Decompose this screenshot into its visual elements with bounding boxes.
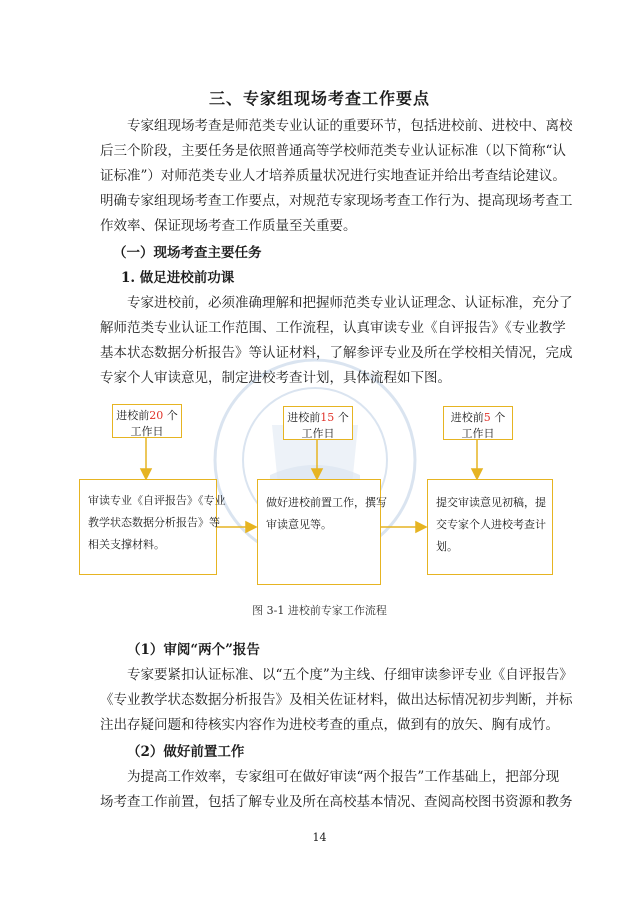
days-number: 15 — [320, 411, 335, 424]
workday-label: 工作日 — [301, 427, 335, 440]
days-number: 5 — [483, 411, 491, 424]
paragraph-line: 基本状态数据分析报告》等认证材料，了解参评专业及所在学校相关情况，完成 — [100, 345, 573, 361]
task-line: 做好进校前置工作，撰写 — [266, 496, 387, 509]
item-heading: （1）审阅“两个”报告 — [127, 642, 260, 658]
flow-task-review-reports — [79, 479, 226, 575]
paragraph-line: 为提高工作效率，专家组可在做好审读“两个报告”工作基础上，把部分现 — [127, 769, 560, 785]
intro-line: 明确专家组现场考查工作要点，对规范专家现场考查工作行为、提高现场考查工 — [100, 193, 573, 209]
subsection-heading: 1. 做足进校前功课 — [121, 270, 235, 286]
workday-label: 工作日 — [461, 427, 495, 440]
page-number: 14 — [312, 831, 327, 844]
page-title: 三、专家组现场考查工作要点 — [208, 89, 430, 108]
paragraph-line: 《专业教学状态数据分析报告》及相关佐证材料，做出达标情况初步判断，并标 — [100, 692, 573, 708]
intro-line: 证标准”）对师范类专业人才培养质量状况进行实地查证并给出考查结论建议。 — [100, 168, 566, 184]
task-line: 相关支撑材料。 — [88, 538, 165, 551]
task-line: 提交审读意见初稿，提 — [436, 496, 546, 509]
task-line: 划。 — [436, 540, 458, 553]
paragraph-line: 解师范类专业认证工作范围、工作流程，认真审读专业《自评报告》《专业教学 — [100, 320, 566, 336]
flow-step-15-days: 进校前15 个 工作日 — [283, 406, 353, 440]
intro-line: 作效率、保证现场考查工作质量至关重要。 — [100, 218, 357, 234]
flow-task-submit-plan — [427, 479, 553, 575]
days-number: 20 — [149, 409, 164, 422]
flow-step-20-days: 进校前20 个 工作日 — [112, 404, 182, 438]
paragraph-line: 场考查工作前置，包括了解专业及所在高校基本情况、查阅高校图书资源和教务 — [100, 794, 573, 810]
flow-task-preparation — [257, 479, 387, 585]
paragraph-line: 专家进校前，必须准确理解和把握师范类专业认证理念、认证标准，充分了 — [127, 295, 573, 311]
paragraph-line: 专家个人审读意见，制定进校考查计划，具体流程如下图。 — [100, 370, 451, 386]
intro-line: 专家组现场考查是师范类专业认证的重要环节，包括进校前、进校中、离校 — [127, 118, 573, 134]
intro-line: 后三个阶段，主要任务是依照普通高等学校师范类专业认证标准（以下简称“认 — [100, 143, 566, 159]
task-line: 审读意见等。 — [266, 518, 332, 531]
paragraph-line: 专家要紧扣认证标准、以“五个度”为主线、仔细审读参评专业《自评报告》 — [127, 667, 573, 683]
section-heading: （一）现场考查主要任务 — [113, 245, 262, 261]
workday-label: 工作日 — [130, 425, 164, 438]
task-line: 审读专业《自评报告》《专业 — [88, 494, 226, 507]
figure-caption: 图 3-1 进校前专家工作流程 — [252, 604, 387, 617]
item-heading: （2）做好前置工作 — [127, 744, 245, 760]
task-line: 交专家个人进校考查计 — [436, 518, 546, 531]
paragraph-line: 注出存疑问题和待核实内容作为进校考查的重点，做到有的放矢、胸有成竹。 — [100, 717, 559, 733]
task-line: 教学状态数据分析报告》等 — [88, 516, 220, 529]
flow-step-5-days: 进校前5 个 工作日 — [443, 406, 513, 440]
